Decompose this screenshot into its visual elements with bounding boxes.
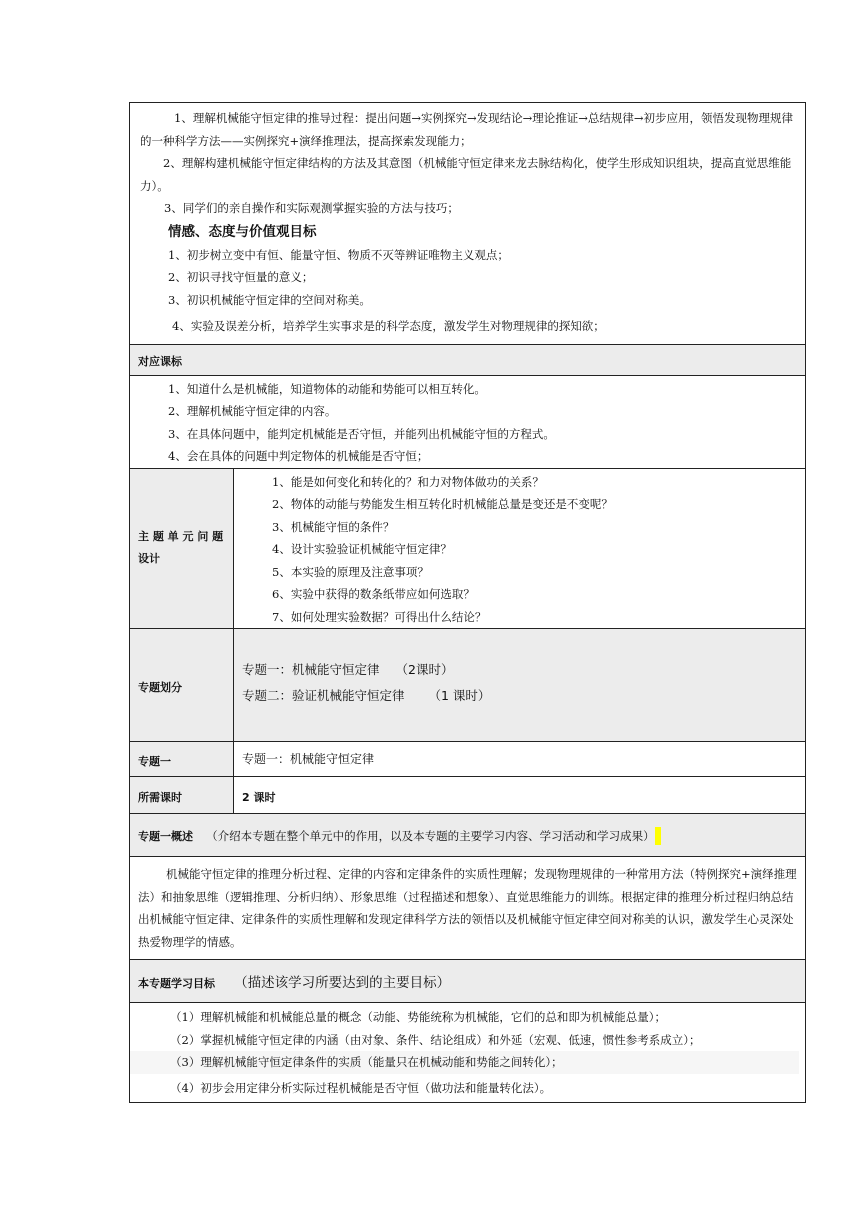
unit-question-2: 2、物体的动能与势能发生相互转化时机械能总量是变还是不变呢？ — [272, 497, 613, 511]
curriculum-item-4: 4、会在具体的问题中判定物体的机械能是否守恒； — [168, 449, 429, 463]
objectives-cell — [130, 103, 806, 345]
curriculum-item-3: 3、在具体问题中，能判定机械能是否守恒，并能列出机械能守恒的方程式。 — [168, 426, 555, 441]
process-item-2: 2、理解构建机械能守恒定律结构的方法及其意图（机械能守恒定律来龙去脉结构化，使学生形成知识组块，提高直觉思维能力）。 — [140, 156, 792, 193]
topic-division-label: 专题划分 — [138, 680, 182, 694]
goals-items-row — [130, 1003, 806, 1103]
emotion-heading: 情感、态度与价值观目标 — [168, 223, 317, 240]
unit-questions-list-cell — [234, 468, 806, 629]
topic-1-hours: （2课时） — [395, 662, 454, 677]
curriculum-label-row — [130, 344, 806, 375]
unit-question-5: 5、本实验的原理及注意事项？ — [272, 564, 429, 579]
hours-label-cell — [130, 777, 234, 814]
topic-one-row — [130, 742, 806, 777]
objectives-row — [130, 103, 806, 345]
goals-label-cell — [130, 960, 806, 1003]
topic-division-label-cell — [130, 629, 234, 742]
curriculum-label-cell — [130, 344, 806, 375]
goals-label-row — [130, 960, 806, 1003]
topic-2-hours: （1 课时） — [428, 688, 491, 703]
topic-one-value: 专题一：机械能守恒定律 — [242, 751, 375, 766]
topic-division-line-2 — [234, 683, 805, 709]
topic-one-label-cell — [130, 742, 234, 777]
goal-item-4: （4）初步会用定律分析实际过程机械能是否守恒（做功法和能量转化法）。 — [170, 1080, 552, 1095]
topic-one-label: 专题一 — [138, 754, 171, 768]
hours-label: 所需课时 — [138, 790, 182, 804]
lesson-plan-document — [129, 102, 805, 1103]
emotion-item-4: 4、实验及误差分析，培养学生实事求是的科学态度，激发学生对物理规律的探知欲； — [172, 319, 605, 333]
topic-one-value-cell — [234, 742, 806, 777]
overview-label-cell — [130, 814, 806, 857]
unit-question-1: 1、能是如何变化和转化的？和力对物体做功的关系？ — [272, 474, 544, 489]
goal-item-2: （2）掌握机械能守恒定律的内涵（由对象、条件、结论组成）和外延（宏观、低速，惯性参考系成立）； — [170, 1032, 701, 1047]
goal-item-3: （3）理解机械能守恒定律条件的实质（能量只在机械动能和势能之间转化）； — [130, 1051, 799, 1074]
unit-question-7: 7、如何处理实验数据？可得出什么结论？ — [272, 609, 487, 624]
curriculum-items-cell — [130, 375, 806, 468]
unit-questions-row — [130, 468, 806, 629]
topic-1-text: 专题一：机械能守恒定律 — [242, 662, 380, 677]
curriculum-item-2: 2、理解机械能守恒定律的内容。 — [168, 404, 337, 418]
hours-value-cell — [234, 777, 806, 814]
highlight-marker — [655, 827, 661, 845]
overview-label: 专题一概述 — [138, 830, 193, 844]
unit-question-6: 6、实验中获得的数条纸带应如何选取？ — [272, 587, 475, 601]
topic-division-row — [130, 629, 806, 742]
emotion-item-3: 3、初识机械能守恒定律的空间对称美。 — [168, 292, 371, 307]
lesson-plan-table — [129, 102, 806, 1103]
emotion-item-2: 2、初识寻找守恒量的意义； — [168, 270, 314, 284]
process-item-1: 1、理解机械能守恒定律的推导过程：提出问题→实例探究→发现结论→理论推证→总结规律→初步应用，领悟发现物理规律的一种科学方法——实例探究+演绎推理法，提高探索发现能力； — [140, 111, 793, 148]
goal-item-1: （1）理解机械能和机械能总量的概念（动能、势能统称为机械能，它们的总和即为机械能总量）； — [170, 1010, 667, 1024]
unit-questions-label-line1: 主 题 单 元 问 题 — [138, 530, 224, 544]
goals-hint: （描述该学习所要达到的主要目标） — [234, 975, 451, 991]
overview-body: 机械能守恒定律的推理分析过程、定律的内容和定律条件的实质性理解；发现物理规律的一种常用方法（特例探究+演绎推理法）和抽象思维（逻辑推理、分析归纳）、形象思维（过程描述和想象）、直觉思维能力的训练。根据定律的推理分析过程归纳总结出机械能守恒定律、定律条件的实质性理解和发现定律科学方法的领悟以及机械能守恒定律空间对称美的认识，激发学生心灵深处热爱物理学的情感。 — [138, 867, 797, 949]
hours-value: 2 课时 — [242, 790, 276, 804]
topic-division-line-1 — [234, 657, 805, 683]
hours-row — [130, 777, 806, 814]
unit-question-4: 4、设计实验验证机械能守恒定律？ — [272, 542, 452, 556]
overview-body-row — [130, 857, 806, 960]
curriculum-items-row — [130, 375, 806, 468]
topic-division-value-cell — [234, 629, 806, 742]
emotion-item-1: 1、初步树立变中有恒、能量守恒、物质不灭等辨证唯物主义观点； — [168, 247, 509, 262]
unit-question-3: 3、机械能守恒的条件？ — [272, 519, 395, 534]
curriculum-item-1: 1、知道什么是机械能，知道物体的动能和势能可以相互转化。 — [168, 381, 486, 396]
goals-items-cell — [130, 1003, 806, 1103]
overview-hint: （介绍本专题在整个单元中的作用，以及本专题的主要学习内容、学习活动和学习成果） — [206, 829, 655, 844]
goals-label: 本专题学习目标 — [138, 977, 215, 990]
unit-questions-label-cell — [130, 468, 234, 629]
overview-body-cell — [130, 857, 806, 960]
overview-label-row — [130, 814, 806, 857]
process-item-3: 3、同学们的亲自操作和实际观测掌握实验的方法与技巧； — [164, 201, 459, 215]
curriculum-label: 对应课标 — [138, 355, 182, 368]
topic-2-text: 专题二：验证机械能守恒定律 — [242, 688, 405, 703]
unit-questions-label-line2: 设计 — [138, 552, 160, 566]
